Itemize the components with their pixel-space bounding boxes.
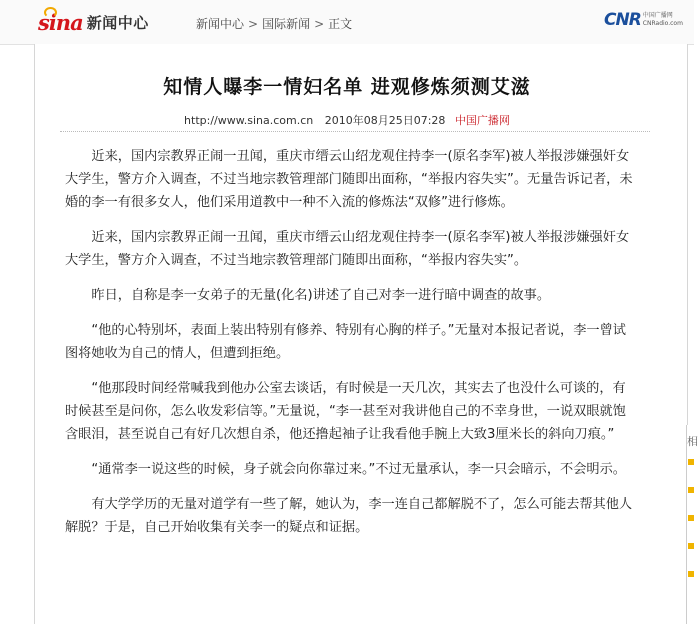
article-paragraph: 有大学学历的无量对道学有一些了解，她认为，李一连自己都解脱不了，怎么可能去帮其他人解脱？于是，自己开始收集有关李一的疑点和证据。	[65, 497, 633, 535]
article-paragraph: “通常李一说这些的时候，身子就会向你靠过来。”不过无量承认，李一只会暗示，不会明示。	[91, 462, 626, 477]
article-paragraph: 近来，国内宗教界正闹一丑闻，重庆市缙云山绍龙观住持李一(原名李军)被人举报涉嫌强奸女大学生，警方介入调查，不过当地宗教管理部门随即出面称，“举报内容失实”。无量告诉记者，未婚的李一有很多女人，他们采用道教中一种不入流的修炼法“双修”进行修炼。	[65, 149, 633, 210]
cnr-logo[interactable]	[604, 10, 683, 30]
article-paragraph: 近来，国内宗教界正闹一丑闻，重庆市缙云山绍龙观住持李一(原名李军)被人举报涉嫌强奸女大学生，警方介入调查，不过当地宗教管理部门随即出面称，“举报内容失实”。	[65, 230, 630, 268]
article-body	[65, 145, 635, 551]
article-source-link[interactable]: 中国广播网	[454, 114, 510, 127]
breadcrumb	[196, 15, 352, 32]
article-url[interactable]: http://www.sina.com.cn	[184, 114, 314, 127]
bullet-icon	[688, 487, 694, 493]
sina-logo[interactable]	[38, 9, 149, 35]
cnr-logo-caption	[643, 12, 683, 28]
related-sidebar-edge	[686, 425, 698, 624]
site-header	[0, 0, 694, 45]
sidebar-heading-char: 相	[687, 435, 698, 448]
breadcrumb-separator: >	[314, 16, 325, 31]
cnr-logo-mark: CNR	[604, 10, 641, 30]
breadcrumb-news-center[interactable]: 新闻中心	[196, 17, 245, 31]
cnr-cn-name: 中国广播网	[642, 12, 673, 19]
article-datetime: 2010年08月25日07:28	[324, 114, 446, 127]
bullet-icon	[688, 515, 694, 521]
article-paragraph: “他的心特别坏，表面上装出特别有修养、特别有心胸的样子。”无量对本报记者说，李一曾试图将她收为自己的情人，但遭到拒绝。	[65, 323, 626, 361]
bullet-icon	[688, 571, 694, 577]
channel-name: 新闻中心	[86, 13, 149, 32]
meta-divider	[60, 131, 650, 132]
bullet-icon	[688, 543, 694, 549]
breadcrumb-intl-news[interactable]: 国际新闻	[262, 17, 311, 31]
breadcrumb-separator: >	[248, 16, 259, 31]
sina-logo-text: sina	[38, 9, 83, 35]
breadcrumb-current: 正文	[328, 17, 353, 31]
bullet-icon	[688, 459, 694, 465]
article-paragraph: “他那段时间经常喊我到他办公室去谈话，有时候是一天几次，其实去了也没什么可谈的，有时候甚至是问你，怎么收发彩信等。”无量说，“李一甚至对我讲他自己的不幸身世，一说双眼就饱含眼泪，甚至说自己有好几次想自杀，他还撸起袖子让我看他手腕上大致3厘米长的斜向刀痕。”	[65, 381, 626, 442]
article-title: 知情人曝李一情妇名单 进观修炼须测艾滋	[163, 76, 531, 98]
article-meta	[0, 112, 694, 128]
cnr-domain: CNRadio.com	[642, 20, 683, 27]
sina-eye-icon	[44, 7, 57, 18]
article-paragraph: 昨日，自称是李一女弟子的无量(化名)讲述了自己对李一进行暗中调查的故事。	[91, 288, 551, 303]
